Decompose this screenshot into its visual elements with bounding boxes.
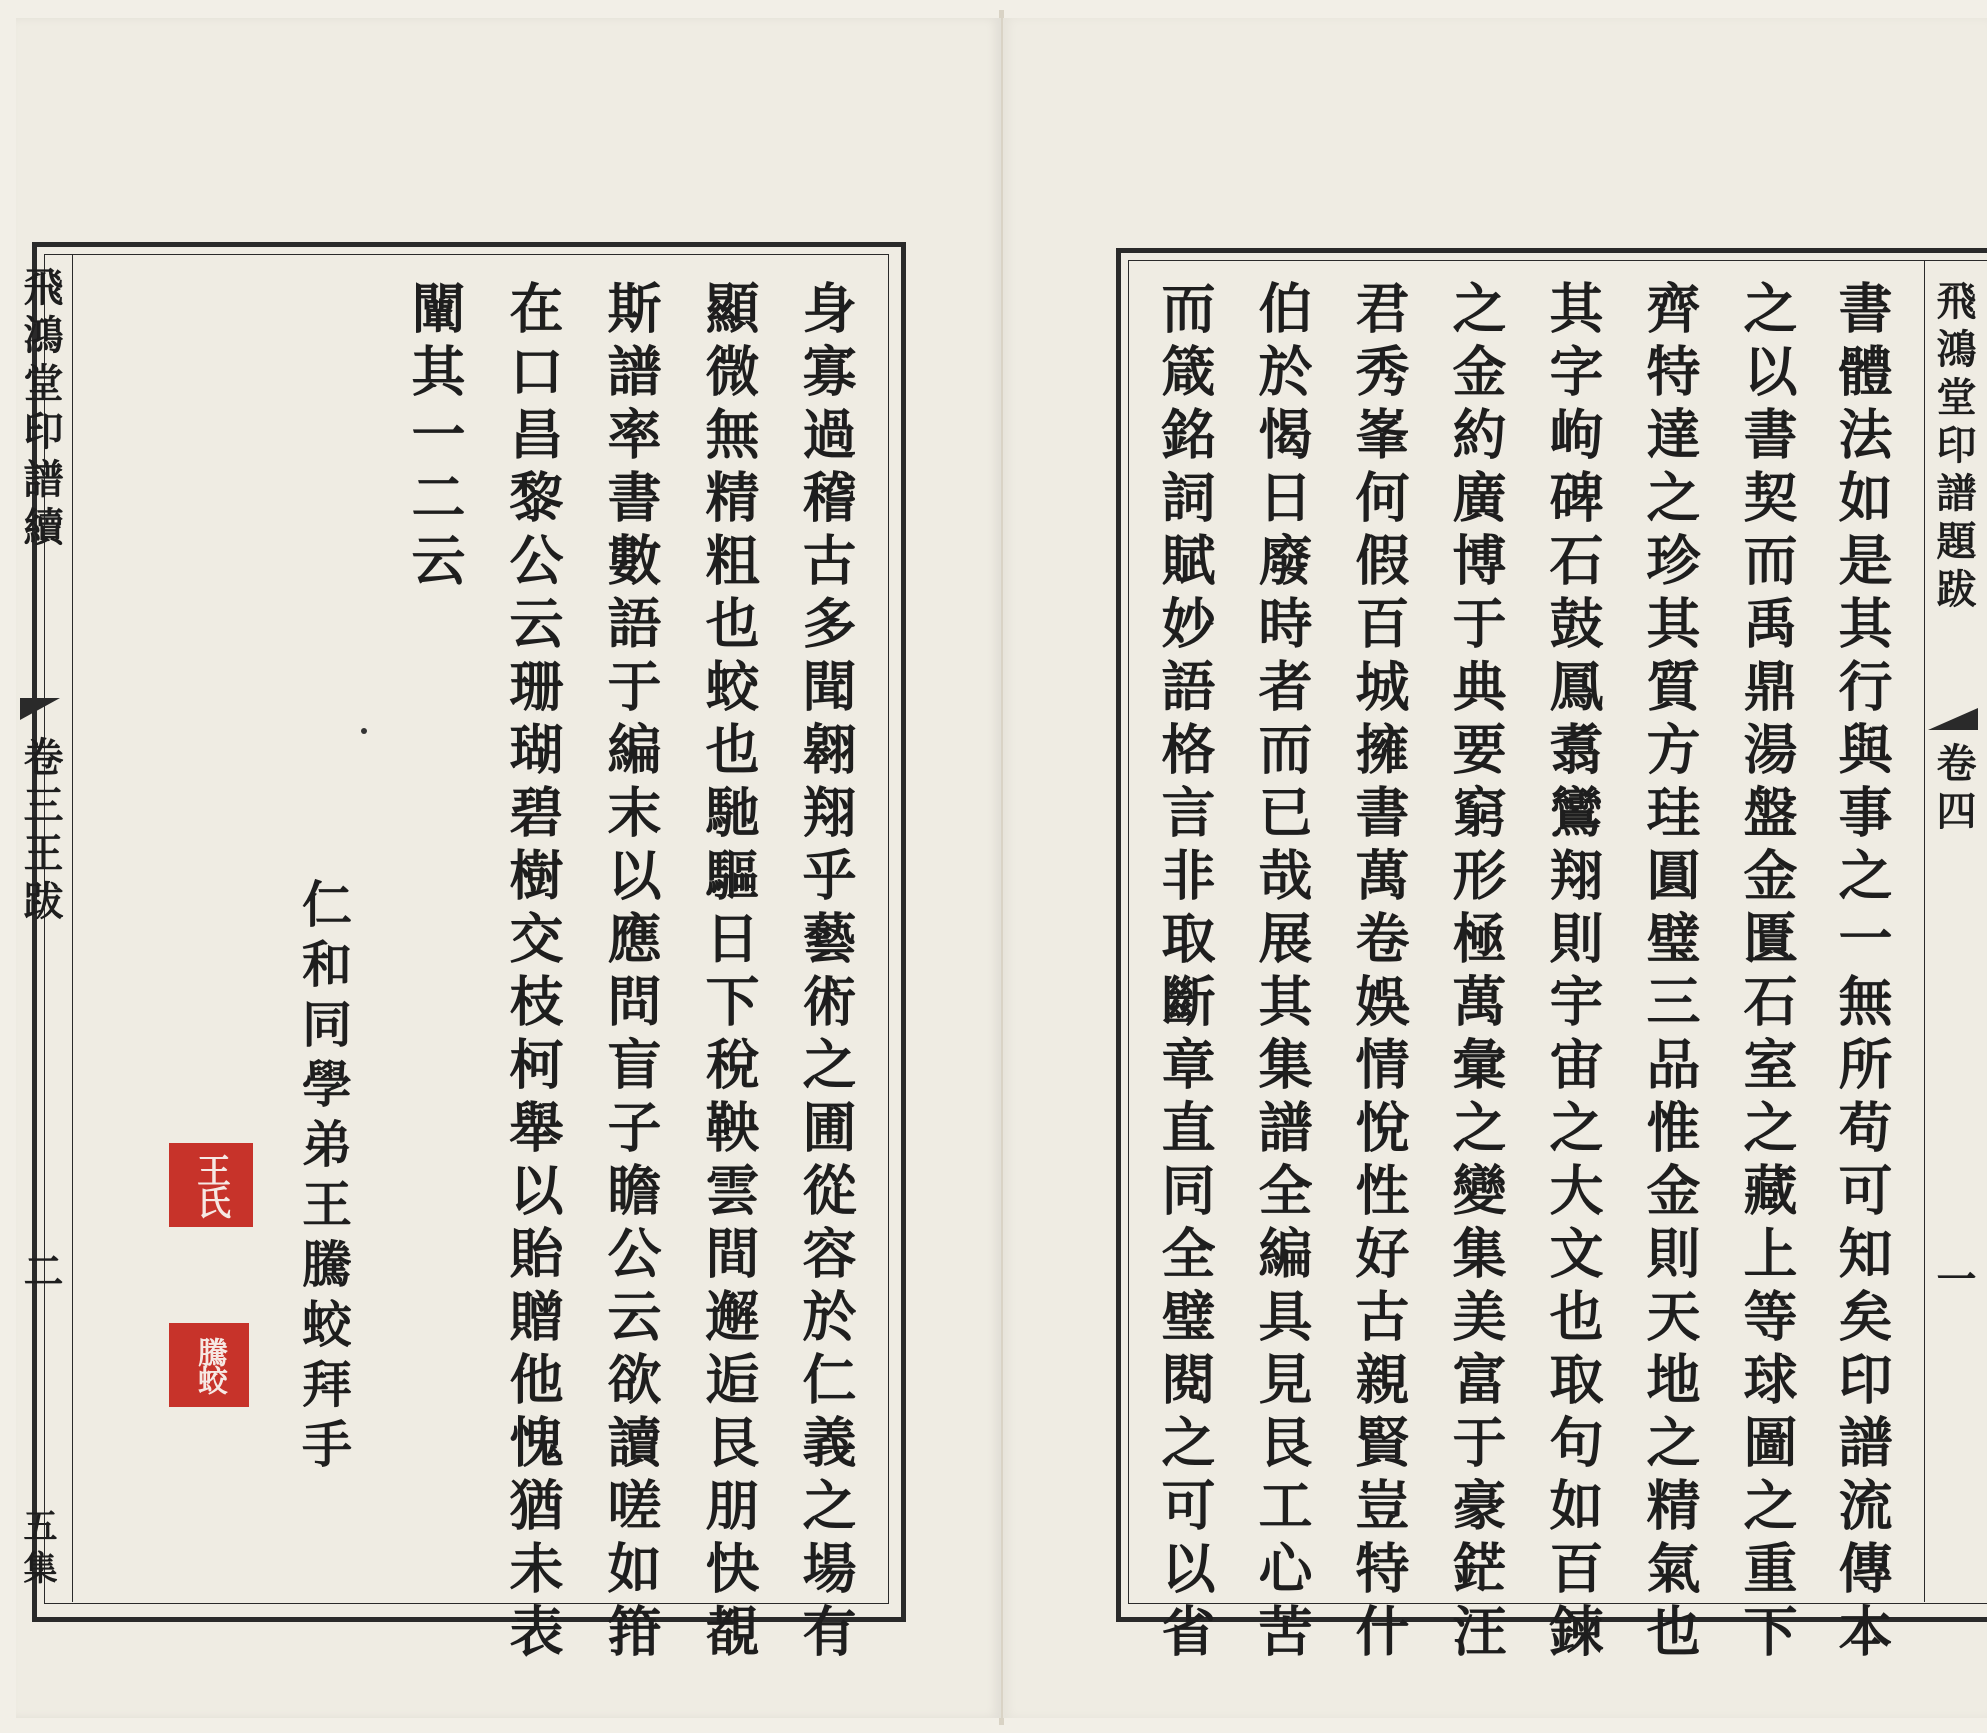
- left-margin-divider: [72, 254, 73, 1602]
- right-text-column-2: 之以書契而禹鼎湯盤金匱石室之藏上等球圖之重下: [1735, 280, 1799, 1666]
- left-text-column-2: 顯微無精粗也蛟也馳驅日下稅鞅雲間邂逅艮朋快覩: [697, 280, 761, 1666]
- right-text-column-3: 齊特達之珍其質方珪圓璧三品惟金則天地之精氣也: [1638, 280, 1702, 1666]
- left-text-column-5: 闡其一二云: [403, 280, 467, 595]
- left-text-column-1: 身寡過稽古多聞翱翔乎藝術之圃從容於仁義之場有: [794, 280, 858, 1666]
- left-text-column-4: 在口昌黎公云珊瑚碧樹交枝柯舉以貽贈他愧猶未表: [501, 280, 565, 1666]
- left-text-column-3: 斯譜率書數語于編末以應問盲子瞻公云欲讀嗟如箝: [599, 280, 663, 1666]
- signature-line: 仁和同學弟王騰蛟拜手: [294, 878, 353, 1478]
- left-margin-leaf: 二: [17, 1250, 64, 1298]
- left-fish-tail: [20, 698, 60, 720]
- right-page: [1003, 18, 1987, 1718]
- right-text-column-7: 伯於愒日廢時者而已哉展其集譜全編具見艮工心苦: [1250, 280, 1314, 1666]
- right-text-column-4: 其字岣碑石鼓鳳翥鸞翔則宇宙之大文也取句如百鍊: [1541, 280, 1605, 1666]
- right-text-column-6: 君秀峯何假百城擁書萬卷娛情悅性好古親賢豈特什: [1347, 280, 1411, 1666]
- right-margin-title: 飛鴻堂印譜題跋: [1930, 280, 1977, 616]
- right-margin-volume: 卷四: [1930, 742, 1977, 838]
- right-text-column-8: 而箴銘詞賦妙語格言非取斷章直同全璧閱之可以省: [1153, 280, 1217, 1666]
- right-text-column-1: 書體法如是其行與事之一無所苟可知矣印譜流傳本: [1830, 280, 1894, 1666]
- ink-dot: [361, 728, 367, 734]
- right-margin-leaf: 一: [1930, 1258, 1977, 1306]
- left-margin-volume: 卷三王跋: [17, 736, 64, 928]
- seal-lower: 騰蛟: [169, 1323, 249, 1407]
- left-margin-title: 飛鴻堂印譜續: [17, 266, 64, 554]
- left-margin-collection: 五集: [17, 1508, 57, 1592]
- right-fish-tail: [1928, 708, 1978, 730]
- seal-upper: 王氏: [169, 1143, 253, 1227]
- right-text-column-5: 之金約廣博于典要窮形極萬彙之變集美富于豪鋩汪: [1444, 280, 1508, 1666]
- left-page: [16, 18, 1001, 1718]
- right-margin-divider: [1924, 260, 1925, 1602]
